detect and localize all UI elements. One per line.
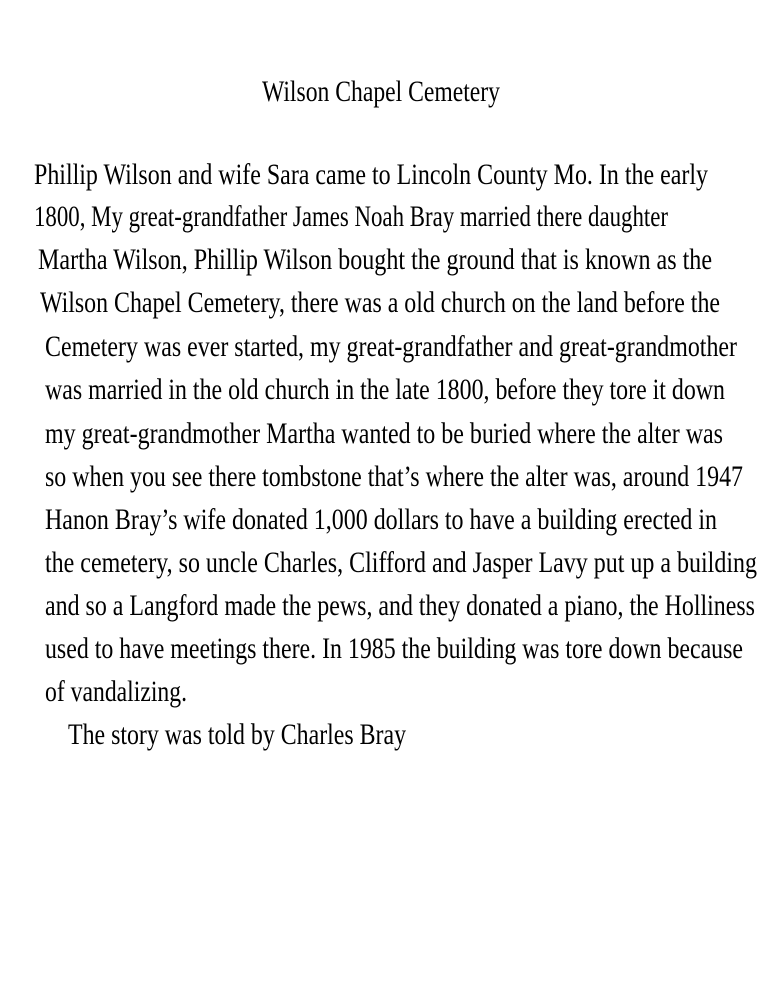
story-attribution: The story was told by Charles Bray [68,718,406,751]
paragraph-line: my great-grandmother Martha wanted to be buried where the alter was [45,417,723,450]
paragraph-line: of vandalizing. [45,675,187,708]
paragraph-line: the cemetery, so uncle Charles, Clifford and Jasper Lavy put up a building [45,546,757,579]
document-title: Wilson Chapel Cemetery [262,75,500,108]
paragraph-line: Cemetery was ever started, my great-grandfather and great-grandmother [45,330,737,363]
paragraph-line: and so a Langford made the pews, and they donated a piano, the Holliness [45,589,755,622]
paragraph-line: was married in the old church in the late 1800, before they tore it down [45,373,725,406]
paragraph-line: Phillip Wilson and wife Sara came to Lincoln County Mo. In the early [34,158,708,191]
paragraph-line: so when you see there tombstone that’s where the alter was, around 1947 [45,460,743,493]
paragraph-line: used to have meetings there. In 1985 the building was tore down because [45,632,743,665]
paragraph-line: Hanon Bray’s wife donated 1,000 dollars to have a building erected in [45,503,717,536]
paragraph-line: Wilson Chapel Cemetery, there was a old church on the land before the [40,286,720,319]
paragraph-line: 1800, My great-grandfather James Noah Bray married there daughter [34,200,668,233]
paragraph-line: Martha Wilson, Phillip Wilson bought the ground that is known as the [38,243,712,276]
